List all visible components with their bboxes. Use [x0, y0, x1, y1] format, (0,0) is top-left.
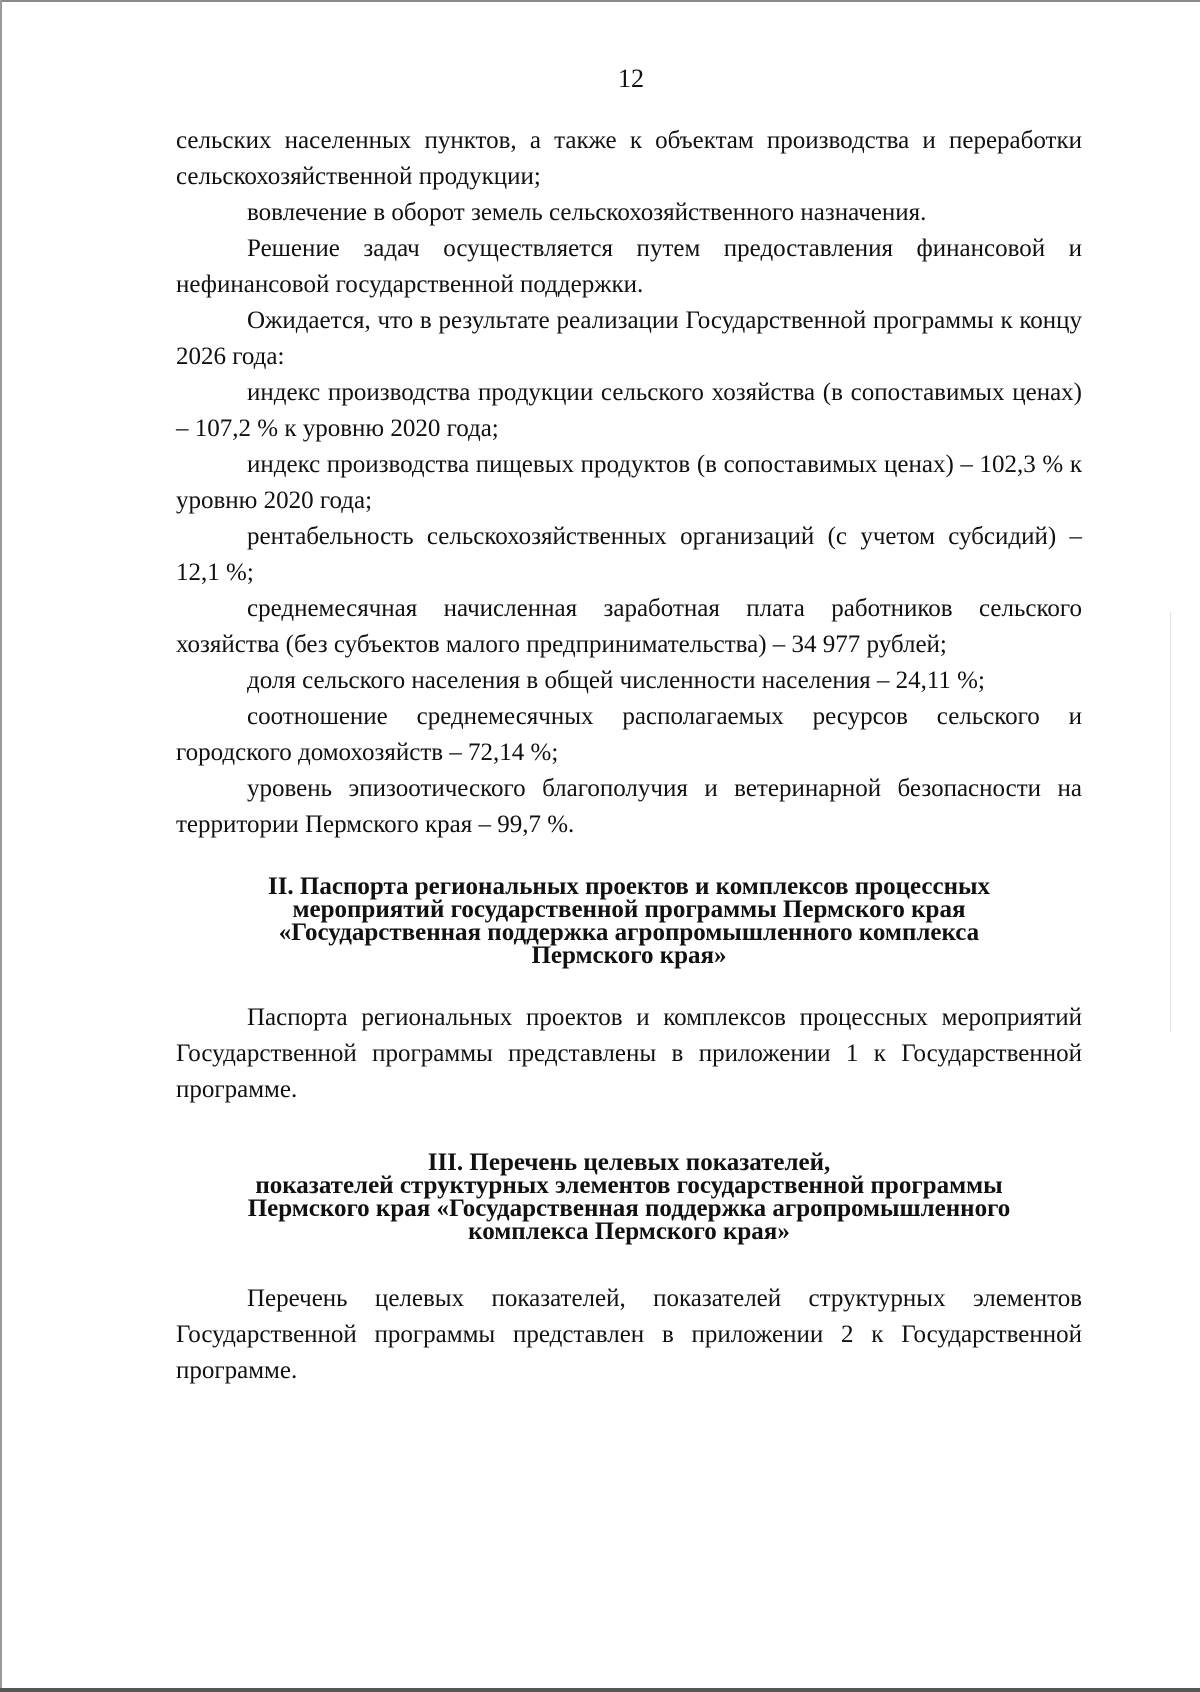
- heading-line: мероприятий государственной программы Пермского края: [292, 896, 966, 923]
- section-2-body: [176, 1000, 1082, 1108]
- list-item: рентабельность сельскохозяйственных организаций (с учетом субсидий) – 12,1 %;: [176, 523, 1082, 586]
- heading-line: комплекса Пермского края»: [468, 1218, 790, 1245]
- list-item: доля сельского населения в общей численности населения – 24,11 %;: [247, 667, 985, 694]
- heading-line: показателей структурных элементов государственной программы: [255, 1172, 1003, 1199]
- heading-line: Пермского края «Государственная поддержка агропромышленного: [247, 1195, 1011, 1222]
- section-3-body: [176, 1281, 1082, 1389]
- list-item: соотношение среднемесячных располагаемых ресурсов сельского и городского домохозяйств – 72,14 %;: [176, 703, 1082, 766]
- section-3-heading: [176, 1151, 1082, 1243]
- intro-section: [176, 123, 1082, 843]
- scan-border-bottom: [0, 1688, 1200, 1692]
- paragraph: Ожидается, что в результате реализации Государственной программы к концу 2026 года:: [176, 307, 1082, 370]
- scan-border-top: [0, 0, 1200, 2]
- scan-border-left: [0, 0, 2, 1692]
- heading-line: III. Перечень целевых показателей,: [427, 1149, 831, 1176]
- paragraph: Перечень целевых показателей, показателей структурных элементов Государственной программы представлен в приложении 2 к Государственной программе.: [176, 1285, 1082, 1384]
- list-item: индекс производства пищевых продуктов (в сопоставимых ценах) – 102,3 % к уровню 2020 года;: [176, 451, 1082, 514]
- list-item: среднемесячная начисленная заработная плата работников сельского хозяйства (без субъектов малого предпринимательства) – 34 977 рублей;: [176, 595, 1082, 658]
- section-2-heading: [176, 875, 1082, 967]
- heading-line: «Государственная поддержка агропромышленного комплекса: [278, 919, 980, 946]
- list-item: индекс производства продукции сельского хозяйства (в сопоставимых ценах) – 107,2 % к уровню 2020 года;: [176, 379, 1082, 442]
- heading-line: II. Паспорта региональных проектов и комплексов процессных: [267, 873, 991, 900]
- scan-artifact-line: [1170, 612, 1171, 1032]
- list-item: уровень эпизоотического благополучия и ветеринарной безопасности на территории Пермского края – 99,7 %.: [176, 775, 1082, 838]
- paragraph: Решение задач осуществляется путем предоставления финансовой и нефинансовой государственной поддержки.: [176, 235, 1082, 298]
- paragraph: сельских населенных пунктов, а также к объектам производства и переработки сельскохозяйственной продукции;: [176, 127, 1082, 190]
- paragraph: вовлечение в оборот земель сельскохозяйственного назначения.: [247, 199, 927, 226]
- paragraph: Паспорта региональных проектов и комплексов процессных мероприятий Государственной программы представлены в приложении 1 к Государственной программе.: [176, 1004, 1082, 1103]
- heading-line: Пермского края»: [531, 942, 727, 969]
- page-number: 12: [618, 64, 644, 93]
